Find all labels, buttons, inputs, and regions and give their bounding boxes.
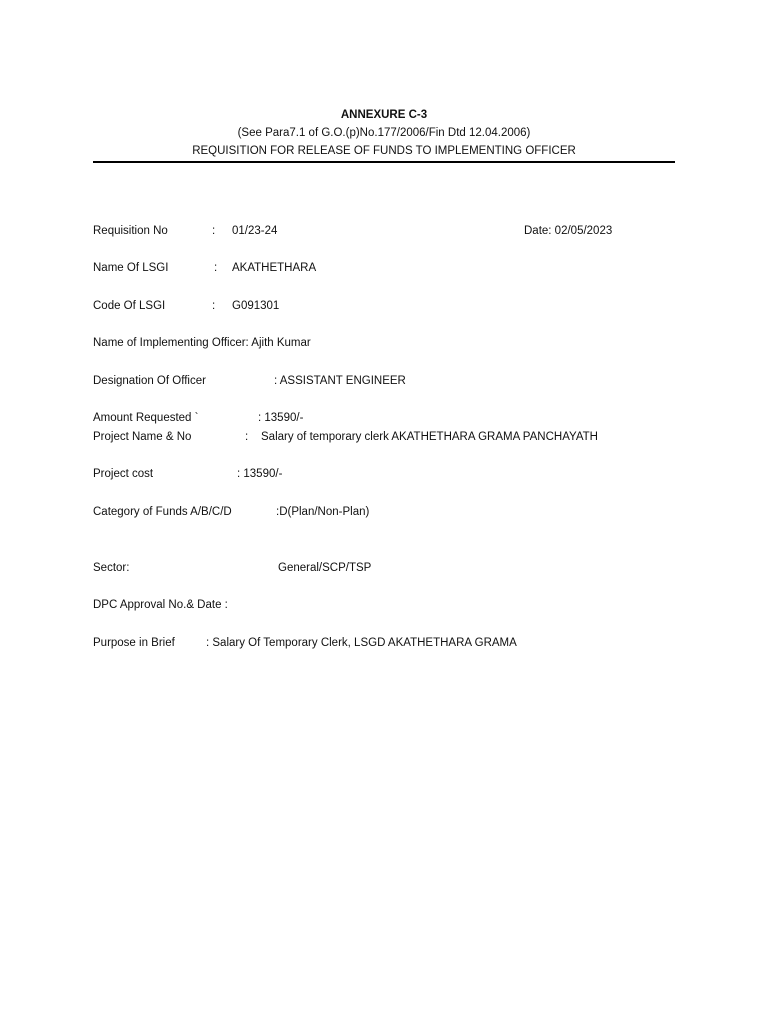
- date-text: Date: 02/05/2023: [524, 225, 613, 237]
- project-label: Project Name & No: [93, 431, 192, 443]
- document-header: [93, 106, 675, 160]
- cost-value: : 13590/-: [237, 468, 283, 480]
- sector-label: Sector:: [93, 562, 130, 574]
- requisition-label: Requisition No: [93, 225, 168, 237]
- lsgi-code-value: G091301: [232, 300, 280, 312]
- reference-line: (See Para7.1 of G.O.(p)No.177/2006/Fin Dtd 12.04.2006): [237, 127, 531, 139]
- implementing-officer: Name of Implementing Officer: Ajith Kumar: [93, 337, 311, 349]
- project-value: Salary of temporary clerk AKATHETHARA GRAMA PANCHAYATH: [261, 431, 598, 443]
- project-separator: :: [245, 431, 249, 443]
- lsgi-name-separator: :: [214, 262, 218, 274]
- purpose-label: Purpose in Brief: [93, 637, 175, 649]
- designation-label: Designation Of Officer: [93, 375, 206, 387]
- header-divider: [93, 161, 675, 163]
- purpose-value: : Salary Of Temporary Clerk, LSGD AKATHETHARA GRAMA: [206, 637, 517, 649]
- lsgi-code-separator: :: [212, 300, 216, 312]
- lsgi-name-value: AKATHETHARA: [232, 262, 317, 274]
- designation-value: : ASSISTANT ENGINEER: [274, 375, 406, 387]
- cost-label: Project cost: [93, 468, 154, 480]
- amount-label: Amount Requested `: [93, 412, 199, 424]
- sector-value: General/SCP/TSP: [278, 562, 372, 574]
- annexure-heading: ANNEXURE C-3: [340, 109, 428, 121]
- lsgi-name-label: Name Of LSGI: [93, 262, 169, 274]
- requisition-separator: :: [212, 225, 216, 237]
- document-title: REQUISITION FOR RELEASE OF FUNDS TO IMPLEMENTING OFFICER: [192, 145, 576, 157]
- lsgi-code-label: Code Of LSGI: [93, 300, 166, 312]
- category-label: Category of Funds A/B/C/D: [93, 506, 232, 518]
- amount-value: : 13590/-: [258, 412, 304, 424]
- category-value: :D(Plan/Non-Plan): [276, 506, 370, 518]
- requisition-value: 01/23-24: [232, 225, 278, 237]
- dpc-approval-label: DPC Approval No.& Date :: [93, 599, 228, 611]
